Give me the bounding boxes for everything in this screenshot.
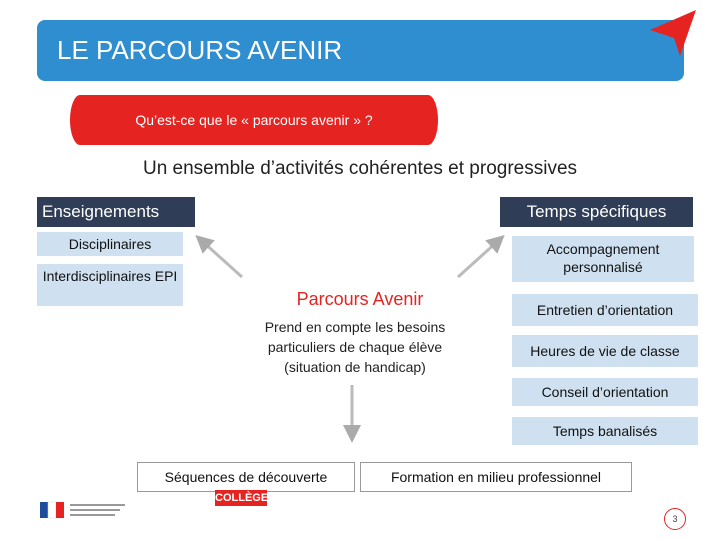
formation-milieu-pro-box: Formation en milieu professionnel [360, 462, 632, 492]
entretien-box: Entretien d’orientation [512, 294, 698, 326]
accompagnement-box: Accompagnement personnalisé [512, 236, 694, 282]
center-title: Parcours Avenir [296, 289, 424, 309]
temps-specifiques-header: Temps spécifiques [500, 197, 693, 227]
sequences-decouverte-box: Séquences de découverte [137, 462, 355, 492]
center-text: Prend en compte les besoins particuliers de chaque élève (situation de handicap) [264, 319, 446, 375]
page-title: LE PARCOURS AVENIR [37, 20, 684, 81]
disciplinaires-box: Disciplinaires [37, 232, 183, 256]
college-badge: COLLÈGE [215, 492, 269, 504]
arrow-to-enseignements [202, 241, 242, 277]
temps-banalises-box: Temps banalisés [512, 417, 698, 445]
enseignements-header: Enseignements [37, 197, 195, 227]
ministry-logo-icon [40, 500, 130, 522]
heures-vie-box: Heures de vie de classe [512, 335, 698, 367]
question-banner: Qu’est-ce que le « parcours avenir » ? [70, 95, 438, 145]
page-number: 3 [664, 508, 686, 530]
subtitle: Un ensemble d’activités cohérentes et progressives [142, 158, 578, 179]
conseil-box: Conseil d’orientation [512, 378, 698, 406]
interdisciplinaires-box: Interdisciplinaires EPI [37, 264, 183, 306]
arrow-to-temps-specifiques [458, 241, 498, 277]
